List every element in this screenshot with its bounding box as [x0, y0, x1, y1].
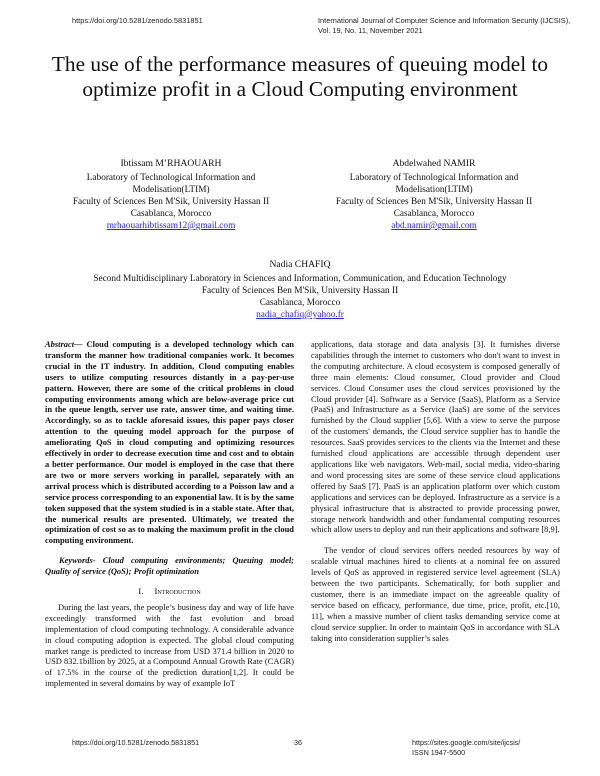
author-email-link[interactable]: mrhaouarhibtissam12@gmail.com: [106, 221, 236, 231]
abstract-text: Cloud computing is a developed technology which can transform the manner how traditional companies work. It becomes crucial in the IT industry. In addition, Cloud computing enables users to utilize computing resources distantly in a pay-per-use pattern. However, there are some of the critical problems in cloud computing environments among which are below-average price cut in the queue length, server use rate, answer time, and waiting time. Accordingly, so as to tackle aforesaid issues, this paper pays closer attention to the queuing model approach for the purpose of ameliorating QoS in cloud computing and optimizing resources effectively in order to decrease execution time and cost and to obtain a better performance. Our model is employed in the case that there are two or more servers working in parallel, separately with an arrival process which is distributed according to a Poisson law and a service process corresponding to an exponential law. It is by the same token supposed that the system studied is in a stable state. After that, the numerical results are presented. Ultimately, we treated the optimization of cost so as to making the maximum profit in the cloud computing environment.: [45, 339, 294, 546]
author-block-3: [60, 259, 540, 321]
abstract-label: Abstract—: [45, 339, 83, 349]
author-city: Casablanca, Morocco: [393, 209, 475, 219]
author-affiliation: Laboratory of Technological Information and Modelisation(LTIM): [86, 173, 256, 195]
keywords: Keywords- Cloud computing environments; Queuing model; Quality of service (QoS); Profit optimization: [45, 555, 294, 577]
author-name: Ibtissam M’RHAOUARH: [120, 158, 222, 169]
footer-issn: ISSN 1947-5500: [412, 747, 466, 757]
footer-doi[interactable]: https://doi.org/10.5281/zenodo.5831851: [72, 738, 200, 747]
section-title: Introduction: [154, 586, 201, 597]
author-name: Abdelwahed NAMIR: [392, 158, 476, 169]
author-affiliation: Second Multidisciplinary Laboratory in Sciences and Information, Communication, and Education Technology: [93, 274, 507, 284]
section-heading: [45, 586, 294, 597]
section-number: I.: [138, 586, 144, 597]
author-block-2: [304, 158, 564, 232]
author-faculty: Faculty of Sciences Ben M'Sik, University Hassan II: [72, 197, 270, 207]
right-column: [311, 339, 560, 643]
author-faculty: Faculty of Sciences Ben M'Sik, University Hassan II: [335, 197, 533, 207]
footer-site-link[interactable]: https://sites.google.com/site/ijcsis/: [412, 738, 521, 747]
author-name: Nadia CHAFIQ: [269, 259, 331, 270]
intro-paragraph: During the last years, the people’s business day and way of life have exceedingly transformed with the fast evolution and broad implementation of cloud computing technology. A considerable advance in cloud computing adoption is expected. The global cloud computing market range is predicted to increase from USD 371.4 billion in 2020 to USD 832.1billion by 2025, at a Compound Annual Growth Rate (CAGR) of 17.5% in the course of the prediction duration[1,2]. It could be implemented in several domains by way of example IoT: [45, 601, 294, 689]
abstract: [45, 339, 294, 546]
author-faculty: Faculty of Sciences Ben M'Sik, University Hassan II: [201, 286, 399, 296]
header-doi[interactable]: https://doi.org/10.5281/zenodo.5831851: [72, 16, 203, 25]
body-paragraph: applications, data storage and data analysis [3]. It furnishes diverse capabilities through the internet to customers who don't want to invest in the computing architecture. A cloud ecosystem is composed generally of three main elements: Cloud consumer, Cloud provider and Cloud services. Cloud Consumer uses the cloud services provisioned by the Cloud provider [4]. Software as a Service (SaaS), Platform as a Service (PaaS) and Infrastructure as a Service (IaaS) are some of the services furnished by the Cloud supplier [5,6]. With a view to serve the purpose of the customers' demands, the Cloud service supplier has to handle the resources. SaaS provides services to the clients via the Internet and these furnished cloud applications are accessible through dependent user applications like web navigators. Web-mail, social media, video-sharing and word processing sites are some of these service cloud applications offered by SaaS [7]. PaaS is an application platform over which custom applications and services can be deployed. Infrastructure as a service is a physical infrastructure that is abstracted to provide processing power, storage network bandwidth and other fundamental computing resources which allow users to deploy and run their applications and software [8,9].: [311, 339, 560, 535]
author-email-link[interactable]: nadia_chafiq@yahoo.fr: [256, 310, 344, 320]
footer-site-info: [412, 738, 552, 757]
author-block-1: [40, 158, 302, 232]
header-journal: International Journal of Computer Science and Information Security (IJCSIS),: [318, 16, 571, 25]
left-column: [45, 339, 294, 689]
footer-page-number: 36: [294, 738, 302, 747]
header-journal-info: [318, 16, 578, 35]
author-city: Casablanca, Morocco: [130, 209, 212, 219]
body-paragraph: The vendor of cloud services offers needed resources by way of scalable virtual machines hired to clients at a nominal fee on assured levels of QoS as approved in registered service level agreement (SLA) between the two participants. Schematically, for both supplier and customer, there is an immediate impact on the agreeable quality of service based on efficacy, performance, due time, price, profit, etc.[10, 11], when a massive number of client tasks demanding service come at cloud service supplier. In order to maintain QoS in accordance with SLA taking into consideration supplier’s sales: [311, 545, 560, 643]
author-affiliation: Laboratory of Technological Information and Modelisation(LTIM): [349, 173, 519, 195]
author-city: Casablanca, Morocco: [259, 298, 341, 308]
paper-title: The use of the performance measures of queuing model to optimize profit in a Cloud Computing environment: [51, 52, 549, 101]
header-volume: Vol. 19, No. 11, November 2021: [318, 25, 423, 35]
author-email-link[interactable]: abd.namir@gmail.com: [391, 221, 477, 231]
